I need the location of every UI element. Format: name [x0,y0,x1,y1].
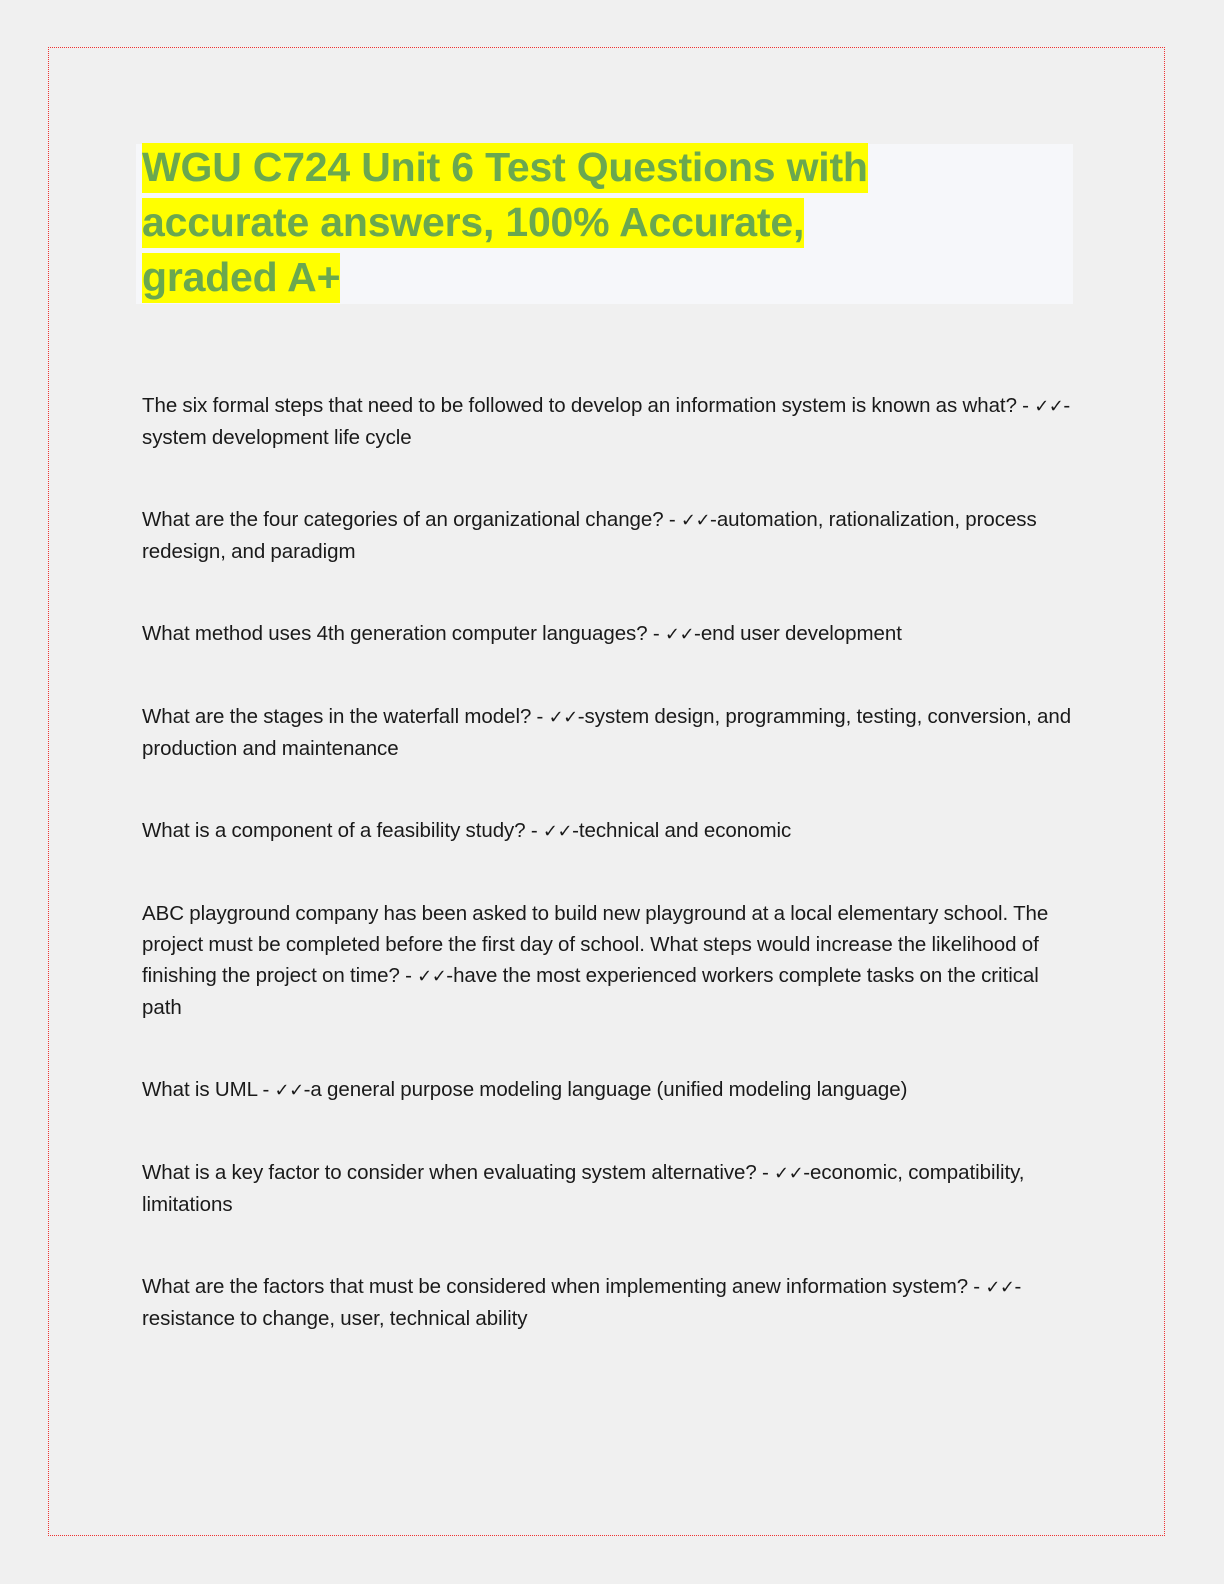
qa-answer: -have the most experienced workers complete tasks on the critical path [142,964,1039,1019]
qa-answer: -resistance to change, user, technical ability [142,1275,1022,1330]
title-line-2: accurate answers, 100% Accurate, [142,198,804,248]
checkmark-icon: ✓✓ [548,707,578,728]
qa-question: What method uses 4th generation computer languages? - [142,622,665,645]
qa-answer: -end user development [694,622,902,645]
qa-answer: -system development life cycle [142,394,1071,449]
qa-answer: -a general purpose modeling language (unified modeling language) [303,1078,908,1101]
qa-question: The six formal steps that need to be followed to develop an information system is known as what? - [142,394,1035,417]
qa-item [142,1074,1077,1106]
qa-answer: -system design, programming, testing, conversion, and production and maintenance [142,705,1072,760]
qa-question: What are the stages in the waterfall model? - [142,705,549,728]
checkmark-icon: ✓✓ [1034,396,1064,417]
checkmark-icon: ✓✓ [680,510,711,531]
qa-question: What is a key factor to consider when evaluating system alternative? - [142,1161,775,1184]
qa-item [142,390,1077,453]
qa-list [142,390,1077,1334]
qa-item [142,815,1077,847]
qa-question: ABC playground company has been asked to build new playground at a local elementary school. The project must be completed before the first day of school. What steps would increase the likelihood of finishing the project on time? - [142,902,1049,987]
checkmark-icon: ✓✓ [985,1277,1015,1298]
qa-answer: -economic, compatibility, limitations [142,1161,1025,1216]
qa-question: What are the factors that must be considered when implementing anew information system? - [142,1275,986,1298]
qa-question: What is a component of a feasibility study? - [142,819,543,842]
qa-item [142,701,1077,764]
qa-answer: -automation, rationalization, process redesign, and paradigm [142,508,1037,563]
qa-item [142,898,1077,1023]
title-line-1: WGU C724 Unit 6 Test Questions with [142,143,868,193]
checkmark-icon: ✓✓ [542,821,573,842]
page-title [142,140,1022,305]
qa-item [142,1271,1077,1334]
checkmark-icon: ✓✓ [274,1080,304,1101]
qa-question: What is UML - [142,1078,275,1101]
title-line-3: graded A+ [142,253,340,303]
checkmark-icon: ✓✓ [664,624,695,645]
qa-item [142,618,1077,650]
qa-answer: -technical and economic [572,819,792,842]
checkmark-icon: ✓✓ [774,1163,804,1184]
qa-item [142,1157,1077,1220]
qa-question: What are the four categories of an organizational change? - [142,508,681,531]
qa-item [142,504,1077,567]
checkmark-icon: ✓✓ [417,966,447,987]
